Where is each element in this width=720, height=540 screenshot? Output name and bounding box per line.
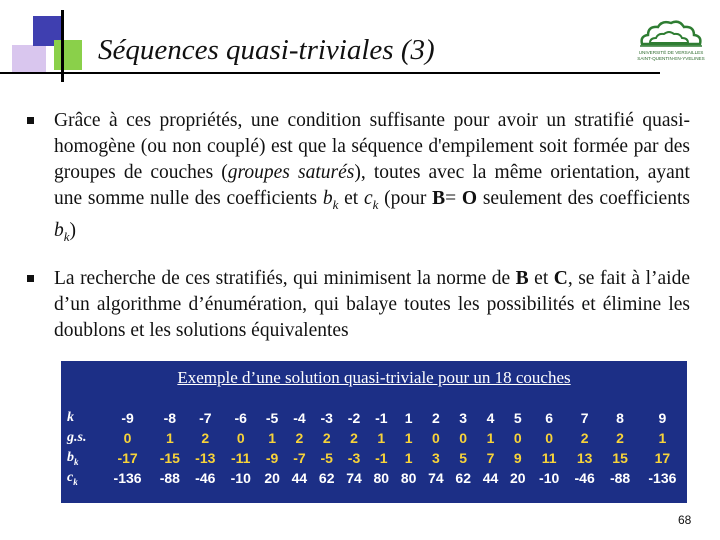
table-cell: 7 (580, 410, 589, 426)
bullet-marker-1 (27, 117, 34, 124)
table-row (61, 428, 687, 448)
table-cell: 6 (545, 410, 554, 426)
paragraph-text-run: b (54, 219, 64, 241)
table-cell: 9 (513, 450, 522, 466)
paragraph-text-run: groupes saturés (227, 162, 355, 183)
logo-line-1: UNIVERSITÉ DE VERSAILLES (638, 50, 704, 55)
decor-green-square (54, 40, 82, 70)
paragraph-text-run: b (322, 188, 333, 209)
university-logo (636, 16, 706, 62)
table-cell: 9 (658, 410, 667, 426)
table-cell: 0 (236, 430, 245, 446)
table-cell: 2 (295, 430, 304, 446)
table-cell: 1 (486, 430, 495, 446)
table-cell: -10 (230, 470, 251, 486)
paragraph-text-run: k (372, 196, 379, 212)
table-cell: 74 (346, 470, 362, 486)
table-cell: 74 (428, 470, 444, 486)
paragraph-text-run: c (363, 188, 373, 209)
table-cell: -88 (609, 470, 631, 486)
example-table-panel (61, 361, 687, 503)
table-cell: 1 (658, 430, 667, 446)
table-cell: -88 (159, 470, 180, 486)
logo-line-2: SAINT-QUENTIN-EN-YVELINES (637, 56, 705, 61)
table-cell: 1 (404, 450, 413, 466)
table-cell: 11 (541, 450, 557, 466)
bullet-marker-2 (27, 275, 34, 282)
table-cell: 15 (612, 450, 628, 466)
paragraph-text-run: ) (69, 219, 77, 241)
table-cell: 4 (486, 410, 495, 426)
row-label-text: b (67, 449, 74, 465)
table-cell: 0 (545, 430, 554, 446)
paragraph-text-run: La recherche de ces stratifiés, qui minimisent la norme de (54, 268, 516, 289)
table-cell: 2 (580, 430, 589, 446)
table-cell: -46 (195, 470, 216, 486)
paragraph-text-run: = (445, 188, 462, 209)
paragraph-text-run: k (332, 196, 339, 212)
table-cell: 3 (432, 450, 440, 466)
decor-pink-square (12, 45, 46, 73)
table-cell: -8 (163, 410, 177, 426)
table-cell: -6 (234, 410, 247, 426)
paragraph-text-run: seulement des coefficients (477, 188, 690, 209)
table-cell: 0 (432, 430, 440, 446)
title-underline (0, 72, 660, 74)
paragraph-text-run: O (461, 188, 478, 209)
table-cell: -7 (293, 450, 306, 466)
table-cell: -11 (231, 450, 251, 466)
table-row (61, 448, 687, 468)
paragraph-text-run: , se fait à l’aide d’un algorithme d’énumération, qui balaye toutes les possibilités et élimine les doublons et les solutions équivalentes (54, 268, 690, 341)
table-cell: -136 (648, 470, 677, 486)
bullet-paragraph-2 (54, 266, 690, 344)
paragraph-text-run: C (553, 268, 568, 289)
row-label-subscript: k (74, 456, 79, 467)
table-cell: 2 (350, 430, 358, 446)
table-cell: 1 (268, 430, 277, 446)
table-cell: 44 (291, 470, 308, 486)
paragraph-text-run: B (515, 268, 529, 289)
paragraph-text-run: k (63, 228, 70, 244)
table-cell: 13 (576, 450, 593, 466)
row-label (61, 428, 103, 448)
table-cell: 1 (165, 430, 174, 446)
paragraph-text-run: B (432, 188, 446, 209)
table-cell: 2 (322, 430, 331, 446)
table-cell: -13 (195, 450, 216, 466)
table-cell: -3 (347, 450, 361, 466)
table-cell: -5 (265, 410, 279, 426)
table-cell: -15 (159, 450, 180, 466)
table-cell: -1 (375, 450, 388, 466)
table-cell: -136 (113, 470, 142, 486)
example-table (61, 408, 687, 488)
bullet-paragraph-1 (54, 108, 690, 250)
paragraph-text-run: (pour (378, 188, 433, 209)
table-cell: 5 (459, 450, 468, 466)
table-cell: -5 (320, 450, 333, 466)
table-cell: 1 (377, 430, 386, 446)
table-cell: -9 (121, 410, 134, 426)
table-cell: 20 (264, 470, 280, 486)
table-cell: 3 (459, 410, 468, 426)
row-label-subscript: k (73, 476, 78, 487)
example-table-caption: Exemple d’une solution quasi-triviale pour un 18 couches (177, 368, 571, 387)
table-cell: -2 (347, 410, 361, 426)
table-cell: 8 (616, 410, 624, 426)
table-cell: -4 (293, 410, 306, 426)
table-cell: -7 (199, 410, 212, 426)
paragraph-text-run: et (528, 268, 554, 289)
table-cell: -3 (320, 410, 333, 426)
table-cell: 1 (404, 410, 413, 426)
table-cell: 62 (318, 470, 335, 486)
table-cell: 2 (432, 410, 440, 426)
table-cell: 62 (455, 470, 471, 486)
table-cell: 0 (123, 430, 132, 446)
table-cell: -10 (539, 470, 560, 486)
paragraph-text-run: Grâce à ces propriétés, une condition suffisante pour avoir un stratifié quasi-homogène (ou non couplé) est que la séquence d'empilement soit formée par des groupes de couches ( (54, 110, 690, 183)
row-label (61, 448, 103, 468)
table-cell: 0 (459, 430, 468, 446)
table-cell: -9 (265, 450, 279, 466)
table-cell: 17 (654, 450, 671, 466)
table-cell: -1 (375, 410, 388, 426)
table-cell: 80 (373, 470, 390, 486)
table-row (61, 468, 687, 488)
row-label (61, 408, 103, 428)
table-cell: -46 (574, 470, 595, 486)
table-cell: 7 (486, 450, 495, 466)
paragraph-text-run: ), toutes avec la même orientation, ayant une somme nulle des coefficients (54, 162, 690, 209)
table-cell: 2 (201, 430, 210, 446)
table-cell: 44 (482, 470, 499, 486)
table-cell: 0 (513, 430, 522, 446)
row-label-text: k (67, 410, 74, 425)
table-cell: 80 (400, 470, 417, 486)
row-label-text: g.s. (67, 430, 87, 445)
table-cell: 1 (404, 430, 413, 446)
row-label-text: c (67, 469, 74, 485)
table-cell: 20 (510, 470, 526, 486)
table-row (61, 408, 687, 428)
row-label (61, 468, 103, 488)
table-cell: 5 (513, 410, 522, 426)
table-cell: 2 (616, 430, 624, 446)
table-cell: -17 (117, 450, 138, 466)
paragraph-text-run: et (338, 188, 364, 209)
slide-title: Séquences quasi-triviales (3) (98, 34, 435, 66)
cloud-logo-icon (636, 16, 706, 48)
page-number: 68 (678, 513, 692, 527)
